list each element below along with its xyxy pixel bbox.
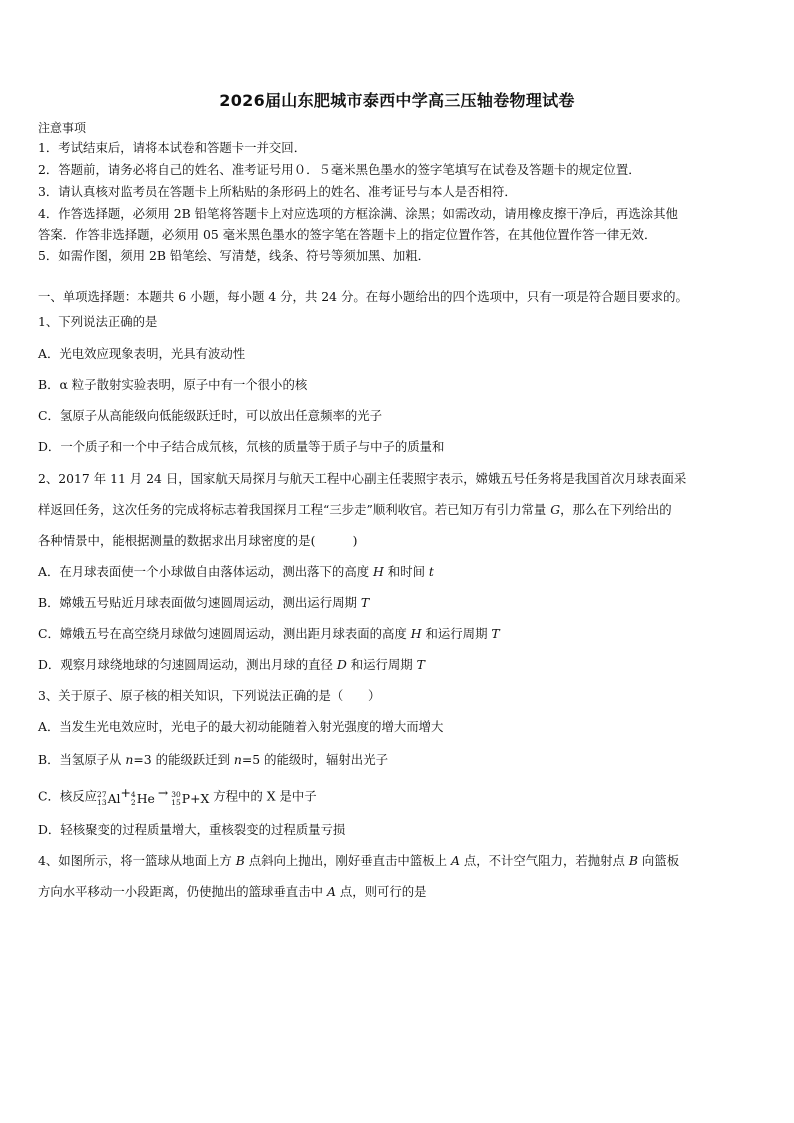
question-2-stem-line1: 2、2017 年 11 月 24 日，国家航天局探月与航天工程中心副主任裴照宇表示，嫦娥五号任务将是我国首次月球表面采 [38, 471, 687, 486]
question-4-stem-line1: 4、如图所示，将一篮球从地面上方 B 点斜向上抛出，刚好垂直击中篮板上 A 点，不计空气阻力，若抛射点 B 向篮板 [38, 853, 680, 868]
nuclear-equation: 27 13 Al + 4 2 He → 30 15 P+X [97, 785, 210, 807]
question-2-option-d: D．观察月球绕地球的匀速圆周运动，测出月球的直径 D 和运行周期 T [38, 657, 425, 672]
question-2-option-a: A．在月球表面使一个小球做自由落体运动，测出落下的高度 H 和时间 t [38, 564, 434, 579]
question-2-stem-line3: 各种情景中，能根据测量的数据求出月球密度的是( ) [38, 533, 358, 548]
question-1-option-a: A．光电效应现象表明，光具有波动性 [38, 346, 246, 361]
exam-title: 2026届山东肥城市泰西中学高三压轴卷物理试卷 [219, 91, 575, 110]
question-2-stem-line2: 样返回任务，这次任务的完成将标志着我国探月工程“三步走”顺利收官。若已知万有引力常量 G，那么在下列给出的 [38, 502, 672, 517]
section-heading: 一、单项选择题：本题共 6 小题，每小题 4 分，共 24 分。在每小题给出的四个选项中，只有一项是符合题目要求的。 [38, 289, 688, 304]
question-1-option-d: D．一个质子和一个中子结合成氘核，氘核的质量等于质子与中子的质量和 [38, 439, 445, 454]
question-3-stem: 3、关于原子、原子核的相关知识，下列说法正确的是（ ） [38, 688, 381, 703]
question-3-option-c: C．核反应 27 13 Al + 4 2 He → 30 15 P+X 方程中的 X 是中子 [38, 785, 317, 807]
notice-title: 注意事项 [38, 121, 87, 135]
question-4-stem-line2: 方向水平移动一小段距离，仍使抛出的篮球垂直击中 A 点，则可行的是 [38, 884, 427, 899]
question-3-option-d: D．轻核聚变的过程质量增大，重核裂变的过程质量亏损 [38, 822, 346, 837]
notice-item: 4．作答选择题，必须用 2B 铅笔将答题卡上对应选项的方框涂满、涂黑；如需改动，请用橡皮擦干净后，再选涂其他 [38, 206, 678, 221]
notice-item: 2．答题前，请务必将自己的姓名、准考证号用０．５毫米黑色墨水的签字笔填写在试卷及答题卡的规定位置． [38, 162, 641, 177]
question-1-option-b: B．α 粒子散射实验表明，原子中有一个很小的核 [38, 377, 308, 392]
notice-item: 3．请认真核对监考员在答题卡上所粘贴的条形码上的姓名、准考证号与本人是否相符． [38, 184, 517, 199]
notice-item: 答案．作答非选择题，必须用 05 毫米黑色墨水的签字笔在答题卡上的指定位置作答，在其他位置作答一律无效． [38, 227, 657, 242]
question-1-stem: 1、下列说法正确的是 [38, 314, 158, 329]
question-3-option-a: A．当发生光电效应时，光电子的最大初动能随着入射光强度的增大而增大 [38, 719, 444, 734]
question-1-option-c: C．氢原子从高能级向低能级跃迁时，可以放出任意频率的光子 [38, 408, 383, 423]
question-2-option-b: B．嫦娥五号贴近月球表面做匀速圆周运动，测出运行周期 T [38, 595, 370, 610]
question-2-option-c: C．嫦娥五号在高空绕月球做匀速圆周运动，测出距月球表面的高度 H 和运行周期 T [38, 626, 500, 641]
question-3-option-b: B．当氢原子从 n=3 的能级跃迁到 n=5 的能级时，辐射出光子 [38, 752, 388, 767]
notice-item: 5．如需作图，须用 2B 铅笔绘、写清楚，线条、符号等须加黑、加粗． [38, 248, 431, 263]
notice-item: 1．考试结束后，请将本试卷和答题卡一并交回． [38, 140, 307, 155]
